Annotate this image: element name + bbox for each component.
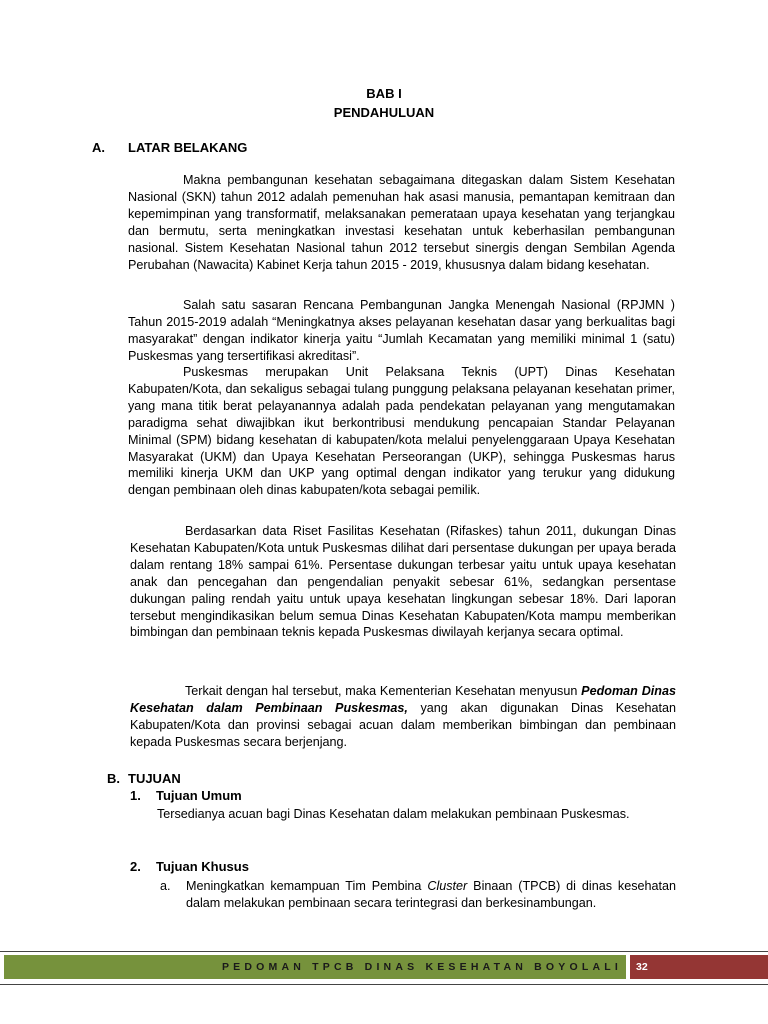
general-goal-text: Tersedianya acuan bagi Dinas Kesehatan dalam melakukan pembinaan Puskesmas. bbox=[157, 807, 630, 821]
specific-goal-item-marker: a. bbox=[160, 879, 171, 893]
footer-red-bar bbox=[630, 955, 768, 979]
page-number: 32 bbox=[636, 961, 648, 973]
pedoman-title-emphasis: Pedoman Dinas Kesehatan dalam Pembinaan Puskesmas, bbox=[130, 684, 676, 715]
general-goal-number: 1. bbox=[130, 788, 141, 803]
general-goal-title: Tujuan Umum bbox=[156, 788, 242, 803]
chapter-title: PENDAHULUAN bbox=[333, 105, 435, 120]
paragraph-skn: Makna pembangunan kesehatan sebagaimana ditegaskan dalam Sistem Kesehatan Nasional (SKN) tahun 2012 adalah pemenuhan hak asasi manusia, pemantapan kemitraan dan kepemimpinan yang transformatif, melaksanakan pemerataan upaya kesehatan yang terjangkau dan bermutu, serta meningkatkan investasi kesehatan untuk keberhasilan pembangunan nasional. Sistem Kesehatan Nasional tahun 2012 tersebut sinergis dengan Sembilan Agenda Perubahan (Nawacita) Kabinet Kerja tahun 2015 - 2019, khususnya dalam bidang kesehatan. bbox=[128, 173, 675, 272]
paragraph-pedoman: Terkait dengan hal tersebut, maka Kementerian Kesehatan menyusun Pedoman Dinas Kesehatan dalam Pembinaan Puskesmas, yang akan digunakan Dinas Kesehatan Kabupaten/Kota dan provinsi sebagai acuan dalam memberikan bimbingan dan pembinaan kepada Puskesmas secara berjenjang. bbox=[130, 684, 676, 749]
specific-goal-number: 2. bbox=[130, 859, 141, 874]
paragraph-rifaskes: Berdasarkan data Riset Fasilitas Kesehatan (Rifaskes) tahun 2011, dukungan Dinas Kesehatan Kabupaten/Kota untuk Puskesmas dilihat dari persentase dukungan per upaya berada dalam rentang 18% sampai 61%. Persentase dukungan terbesar yaitu untuk upaya kesehatan anak dan pencegahan dan pengendalian penyakit sebesar 61%, sedangkan persentase dukungan paling rendah yaitu untuk upaya kesehatan lingkungan sebesar 18%. Dari laporan tersebut mengindikasikan belum semua Dinas Kesehatan Kabupaten/Kota mampu memberikan bimbingan dan pembinaan teknis kepada Puskesmas diwilayah kerjanya secara optimal. bbox=[130, 524, 676, 640]
section-a-title: LATAR BELAKANG bbox=[128, 140, 248, 155]
section-b-title: TUJUAN bbox=[128, 771, 181, 786]
chapter-label: BAB I bbox=[366, 86, 402, 101]
specific-goal-item-text: Meningkatkan kemampuan Tim Pembina Cluster Binaan (TPCB) di dinas kesehatan dalam melakukan pembinaan secara terintegrasi dan berkesinambungan. bbox=[186, 879, 677, 910]
specific-goal-title: Tujuan Khusus bbox=[156, 859, 249, 874]
section-a-number: A. bbox=[92, 140, 105, 155]
paragraph-puskesmas: Puskesmas merupakan Unit Pelaksana Teknis (UPT) Dinas Kesehatan Kabupaten/Kota, dan sekaligus sebagai tulang punggung pelaksana pelayanan kesehatan primer, yang mana titik berat pelayanannya adalah pada pendekatan pelayanan yang mengutamakan paradigma sehat diwajibkan ikut berkontribusi mendukung pencapaian Standar Pelayanan Minimal (SPM) bidang kesehatan di kabupaten/kota melalui penyelenggaraan Upaya Kesehatan Masyarakat (UKM) dan Upaya Kesehatan Perseorangan (UKP), sehingga Puskesmas harus memiliki kinerja UKM dan UKP yang optimal dengan indikator yang terukur yang didukung dengan pembinaan oleh dinas kabupaten/kota sebagai pemilik. bbox=[128, 365, 675, 498]
section-b-number: B. bbox=[107, 771, 120, 786]
footer-title: PEDOMAN TPCB DINAS KESEHATAN BOYOLALI bbox=[221, 961, 622, 973]
paragraph-rpjmn: Salah satu sasaran Rencana Pembangunan Jangka Menengah Nasional (RPJMN ) Tahun 2015-2019 adalah “Meningkatnya akses pelayanan kesehatan dasar yang berkualitas bagi masyarakat” dengan indikator kinerja yaitu “Jumlah Kecamatan yang memiliki minimal 1 (satu) Puskesmas yang tersertifikasi akreditasi”. bbox=[128, 298, 675, 363]
